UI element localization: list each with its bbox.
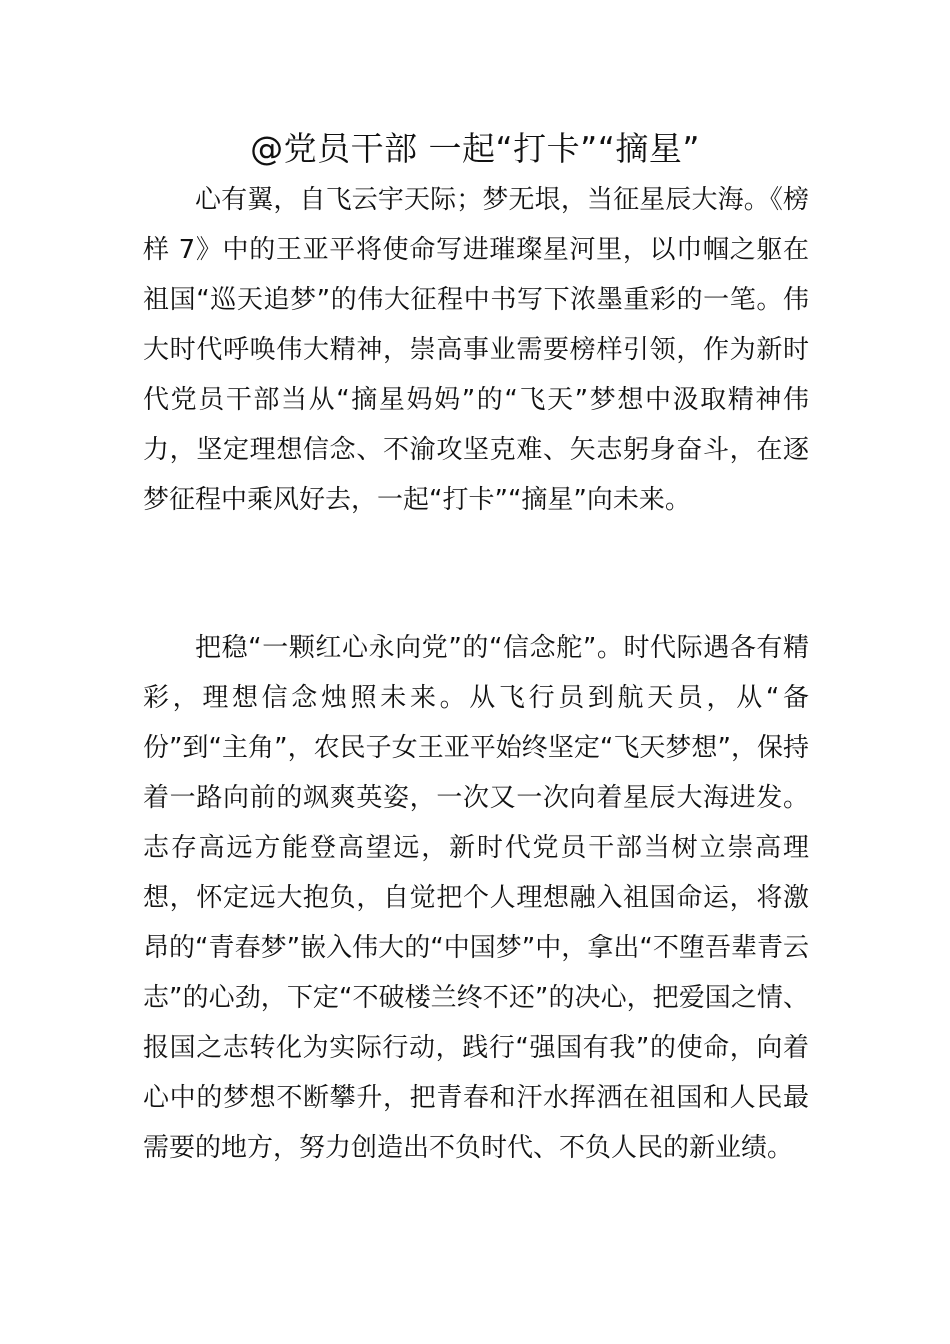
paragraph-belief: 把稳“一颗红心永向党”的“信念舵”。时代际遇各有精彩，理想信念烛照未来。从飞行员到航天员，从“备份”到“主角”，农民子女王亚平始终坚定“飞天梦想”，保持着一路向前的飒爽英姿，一次又一次向着星辰大海进发。志存高远方能登高望远，新时代党员干部当树立崇高理想，怀定远大抱负，自觉把个人理想融入祖国命运，将激昂的“青春梦”嵌入伟大的“中国梦”中，拿出“不堕吾辈青云志”的心劲，下定“不破楼兰终不还”的决心，把爱国之情、报国之志转化为实际行动，践行“强国有我”的使命，向着心中的梦想不断攀升，把青春和汗水挥洒在祖国和人民最需要的地方，努力创造出不负时代、不负人民的新业绩。 (143, 633, 809, 1163)
paragraph-intro: 心有翼，自飞云宇天际；梦无垠，当征星辰大海。《榜样 7》中的王亚平将使命写进璀璨星河里，以巾帼之躯在祖国“巡天追梦”的伟大征程中书写下浓墨重彩的一笔。伟大时代呼唤伟大精神，崇高事业需要榜样引领，作为新时代党员干部当从“摘星妈妈”的“飞天”梦想中汲取精神伟力，坚定理想信念、不渝攻坚克难、矢志躬身奋斗，在逐梦征程中乘风好去，一起“打卡”“摘星”向未来。 (143, 185, 809, 515)
page-title: @党员干部 一起“打卡”“摘星” (250, 129, 700, 168)
